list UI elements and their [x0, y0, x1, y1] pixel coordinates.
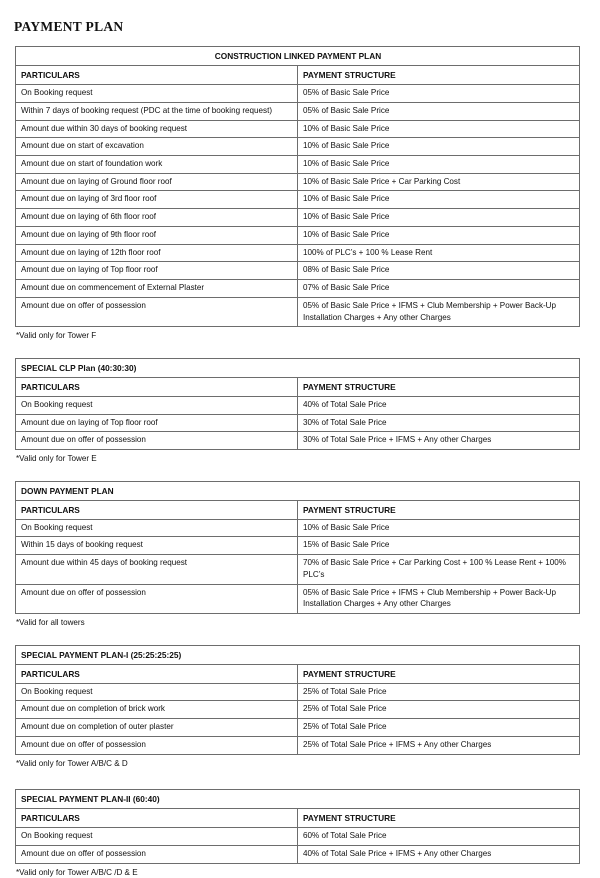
cell-payment-structure: 05% of Basic Sale Price + IFMS + Club Membership + Power Back-Up Installation Charges + Any other Charges — [298, 584, 580, 613]
cell-particular: On Booking request — [16, 683, 298, 701]
cell-particular: On Booking request — [16, 519, 298, 537]
cell-payment-structure: 40% of Total Sale Price — [298, 396, 580, 414]
payment-plans-container — [0, 46, 600, 878]
payment-plan-block — [15, 789, 580, 864]
payment-plan-block — [15, 481, 580, 614]
cell-particular: Within 7 days of booking request (PDC at the time of booking request) — [16, 102, 298, 120]
payment-plan-table — [15, 46, 580, 327]
column-header-row — [16, 664, 580, 683]
column-header-payment-structure: PAYMENT STRUCTURE — [298, 809, 580, 828]
plan-validity-note: *Valid only for Tower A/B/C & D — [16, 758, 128, 768]
cell-payment-structure: 10% of Basic Sale Price — [298, 138, 580, 156]
payment-plan-table — [15, 481, 580, 614]
cell-particular: Amount due on laying of Ground floor roof — [16, 173, 298, 191]
plan-caption: CONSTRUCTION LINKED PAYMENT PLAN — [16, 47, 580, 66]
cell-payment-structure: 05% of Basic Sale Price — [298, 102, 580, 120]
table-row — [16, 432, 580, 450]
cell-particular: Amount due on offer of possession — [16, 845, 298, 863]
cell-particular: On Booking request — [16, 828, 298, 846]
table-row — [16, 845, 580, 863]
table-row — [16, 683, 580, 701]
cell-payment-structure: 70% of Basic Sale Price + Car Parking Cost + 100 % Lease Rent + 100% PLC’s — [298, 555, 580, 584]
cell-particular: Amount due on start of excavation — [16, 138, 298, 156]
cell-particular: Amount due on commencement of External Plaster — [16, 280, 298, 298]
cell-particular: Amount due within 45 days of booking request — [16, 555, 298, 584]
cell-payment-structure: 10% of Basic Sale Price — [298, 209, 580, 227]
cell-particular: Amount due on offer of possession — [16, 432, 298, 450]
table-row — [16, 736, 580, 754]
cell-particular: Amount due within 30 days of booking request — [16, 120, 298, 138]
table-row — [16, 414, 580, 432]
cell-particular: Amount due on offer of possession — [16, 297, 298, 326]
cell-payment-structure: 10% of Basic Sale Price — [298, 155, 580, 173]
column-header-row — [16, 377, 580, 396]
cell-particular: Amount due on laying of Top floor roof — [16, 414, 298, 432]
column-header-row — [16, 500, 580, 519]
payment-plan-block — [15, 645, 580, 755]
table-row — [16, 297, 580, 326]
cell-particular: Within 15 days of booking request — [16, 537, 298, 555]
table-row — [16, 701, 580, 719]
cell-particular: Amount due on laying of 12th floor roof — [16, 244, 298, 262]
table-row — [16, 537, 580, 555]
cell-particular: Amount due on offer of possession — [16, 736, 298, 754]
cell-particular: Amount due on laying of 3rd floor roof — [16, 191, 298, 209]
column-header-payment-structure: PAYMENT STRUCTURE — [298, 66, 580, 85]
column-header-particulars: PARTICULARS — [16, 500, 298, 519]
cell-payment-structure: 25% of Total Sale Price + IFMS + Any other Charges — [298, 736, 580, 754]
column-header-particulars: PARTICULARS — [16, 809, 298, 828]
payment-plan-block — [15, 46, 580, 327]
cell-payment-structure: 40% of Total Sale Price + IFMS + Any other Charges — [298, 845, 580, 863]
cell-payment-structure: 25% of Total Sale Price — [298, 719, 580, 737]
column-header-particulars: PARTICULARS — [16, 377, 298, 396]
cell-payment-structure: 10% of Basic Sale Price — [298, 519, 580, 537]
page-title: PAYMENT PLAN — [14, 19, 124, 34]
plan-validity-note: *Valid only for Tower E — [16, 454, 97, 464]
plan-caption-row — [16, 481, 580, 500]
cell-payment-structure: 10% of Basic Sale Price — [298, 191, 580, 209]
cell-payment-structure: 60% of Total Sale Price — [298, 828, 580, 846]
table-row — [16, 85, 580, 103]
cell-payment-structure: 30% of Total Sale Price + IFMS + Any other Charges — [298, 432, 580, 450]
plan-validity-note: *Valid only for Tower F — [16, 331, 97, 341]
column-header-row — [16, 66, 580, 85]
table-row — [16, 555, 580, 584]
payment-plan-table — [15, 645, 580, 755]
cell-payment-structure: 15% of Basic Sale Price — [298, 537, 580, 555]
cell-payment-structure: 10% of Basic Sale Price — [298, 120, 580, 138]
column-header-payment-structure: PAYMENT STRUCTURE — [298, 377, 580, 396]
payment-plan-table — [15, 789, 580, 864]
table-row — [16, 719, 580, 737]
table-row — [16, 519, 580, 537]
table-row — [16, 120, 580, 138]
table-row — [16, 244, 580, 262]
block-gap — [0, 342, 600, 358]
plan-validity-note: *Valid for all towers — [16, 618, 85, 628]
column-header-row — [16, 809, 580, 828]
cell-payment-structure: 30% of Total Sale Price — [298, 414, 580, 432]
cell-payment-structure: 05% of Basic Sale Price — [298, 85, 580, 103]
plan-caption: SPECIAL CLP Plan (40:30:30) — [16, 358, 580, 377]
plan-validity-note: *Valid only for Tower A/B/C /D & E — [16, 867, 138, 877]
plan-caption-row — [16, 790, 580, 809]
column-header-payment-structure: PAYMENT STRUCTURE — [298, 500, 580, 519]
cell-payment-structure: 08% of Basic Sale Price — [298, 262, 580, 280]
plan-caption: SPECIAL PAYMENT PLAN-II (60:40) — [16, 790, 580, 809]
cell-particular: Amount due on laying of 6th floor roof — [16, 209, 298, 227]
plan-caption: DOWN PAYMENT PLAN — [16, 481, 580, 500]
cell-payment-structure: 25% of Total Sale Price — [298, 701, 580, 719]
cell-particular: Amount due on start of foundation work — [16, 155, 298, 173]
title-spacer — [0, 35, 600, 46]
cell-particular: On Booking request — [16, 396, 298, 414]
table-row — [16, 191, 580, 209]
cell-payment-structure: 100% of PLC’s + 100 % Lease Rent — [298, 244, 580, 262]
table-row — [16, 828, 580, 846]
table-row — [16, 209, 580, 227]
table-row — [16, 155, 580, 173]
table-row — [16, 173, 580, 191]
cell-particular: On Booking request — [16, 85, 298, 103]
cell-payment-structure: 10% of Basic Sale Price + Car Parking Cost — [298, 173, 580, 191]
payment-plan-table — [15, 358, 580, 450]
cell-payment-structure: 07% of Basic Sale Price — [298, 280, 580, 298]
column-header-particulars: PARTICULARS — [16, 664, 298, 683]
cell-particular: Amount due on completion of outer plaster — [16, 719, 298, 737]
plan-caption-row — [16, 645, 580, 664]
cell-particular: Amount due on laying of 9th floor roof — [16, 226, 298, 244]
block-gap — [0, 465, 600, 481]
plan-caption: SPECIAL PAYMENT PLAN-I (25:25:25:25) — [16, 645, 580, 664]
block-gap — [0, 629, 600, 645]
cell-payment-structure: 10% of Basic Sale Price — [298, 226, 580, 244]
table-row — [16, 280, 580, 298]
column-header-particulars: PARTICULARS — [16, 66, 298, 85]
cell-payment-structure: 05% of Basic Sale Price + IFMS + Club Membership + Power Back-Up Installation Charges + Any other Charges — [298, 297, 580, 326]
table-row — [16, 138, 580, 156]
plan-caption-row — [16, 358, 580, 377]
column-header-payment-structure: PAYMENT STRUCTURE — [298, 664, 580, 683]
cell-particular: Amount due on offer of possession — [16, 584, 298, 613]
table-row — [16, 226, 580, 244]
plan-caption-row — [16, 47, 580, 66]
table-row — [16, 396, 580, 414]
table-row — [16, 584, 580, 613]
cell-particular: Amount due on completion of brick work — [16, 701, 298, 719]
cell-payment-structure: 25% of Total Sale Price — [298, 683, 580, 701]
table-row — [16, 262, 580, 280]
table-row — [16, 102, 580, 120]
payment-plan-block — [15, 358, 580, 450]
block-gap — [0, 769, 600, 789]
cell-particular: Amount due on laying of Top floor roof — [16, 262, 298, 280]
